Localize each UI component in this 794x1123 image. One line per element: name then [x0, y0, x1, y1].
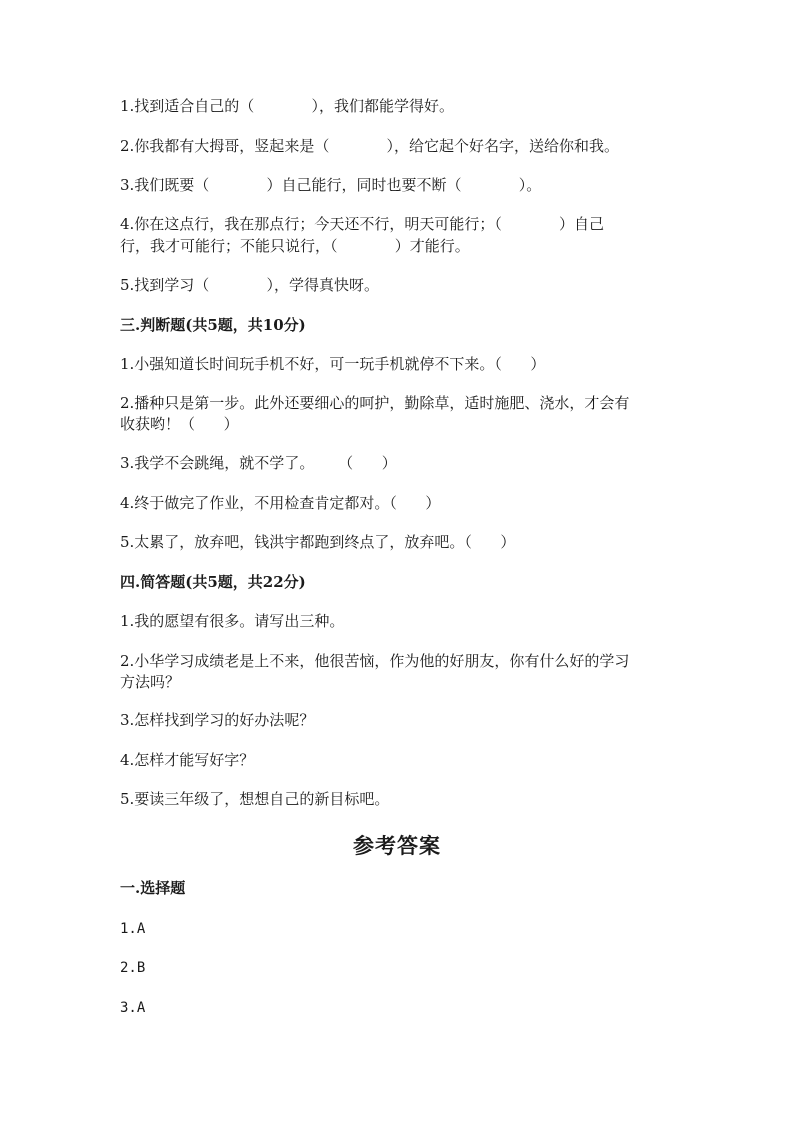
short-answer-question-5: 5.要读三年级了，想想自己的新目标吧。 — [120, 790, 390, 808]
short-answer-question-3: 3.怎样找到学习的好办法呢？ — [120, 711, 315, 729]
short-answer-question-2-line-1: 2.小华学习成绩老是上不来，他很苦恼，作为他的好朋友，你有什么好的学习 — [120, 652, 630, 670]
answers-title: 参考答案 — [353, 833, 441, 858]
short-answer-question-1: 1.我的愿望有很多。请写出三种。 — [120, 612, 345, 630]
short-answer-section-heading: 四.简答题(共5题，共22分) — [120, 573, 306, 591]
short-answer-question-2-line-2: 方法吗？ — [120, 673, 181, 691]
judge-question-2-line-1: 2.播种只是第一步。此外还要细心的呵护，勤除草，适时施肥、浇水，才会有 — [120, 394, 630, 412]
fill-in-question-2: 2.你我都有大拇哥，竖起来是（ ），给它起个好名字，送给你和我。 — [120, 137, 620, 155]
judge-question-3: 3.我学不会跳绳，就不学了。 （ ） — [120, 454, 397, 472]
judge-question-2-line-2: 收获哟！（ ） — [120, 415, 239, 433]
judge-question-1: 1.小强知道长时间玩手机不好，可一玩手机就停不下来。（ ） — [120, 355, 546, 373]
short-answer-question-4: 4.怎样才能写好字？ — [120, 751, 255, 769]
fill-in-question-4-line-1: 4.你在这点行，我在那点行；今天还不行，明天可能行；（ ）自己 — [120, 215, 605, 233]
fill-in-question-4-line-2: 行，我才可能行；不能只说行，（ ）才能行。 — [120, 237, 470, 255]
fill-in-question-3: 3.我们既要（ ）自己能行，同时也要不断（ ）。 — [120, 176, 542, 194]
judge-section-heading: 三.判断题(共5题，共10分) — [120, 316, 306, 334]
answers-section-1-heading: 一.选择题 — [120, 879, 186, 897]
fill-in-question-5: 5.找到学习（ ），学得真快呀。 — [120, 276, 380, 294]
answer-3: 3.A — [120, 1000, 146, 1016]
fill-in-question-1: 1.找到适合自己的（ ），我们都能学得好。 — [120, 97, 455, 115]
answer-1: 1.A — [120, 921, 146, 937]
judge-question-4: 4.终于做完了作业，不用检查肯定都对。（ ） — [120, 494, 441, 512]
answer-2: 2.B — [120, 960, 146, 976]
judge-question-5: 5.太累了，放弃吧，钱洪宇都跑到终点了，放弃吧。（ ） — [120, 533, 516, 551]
